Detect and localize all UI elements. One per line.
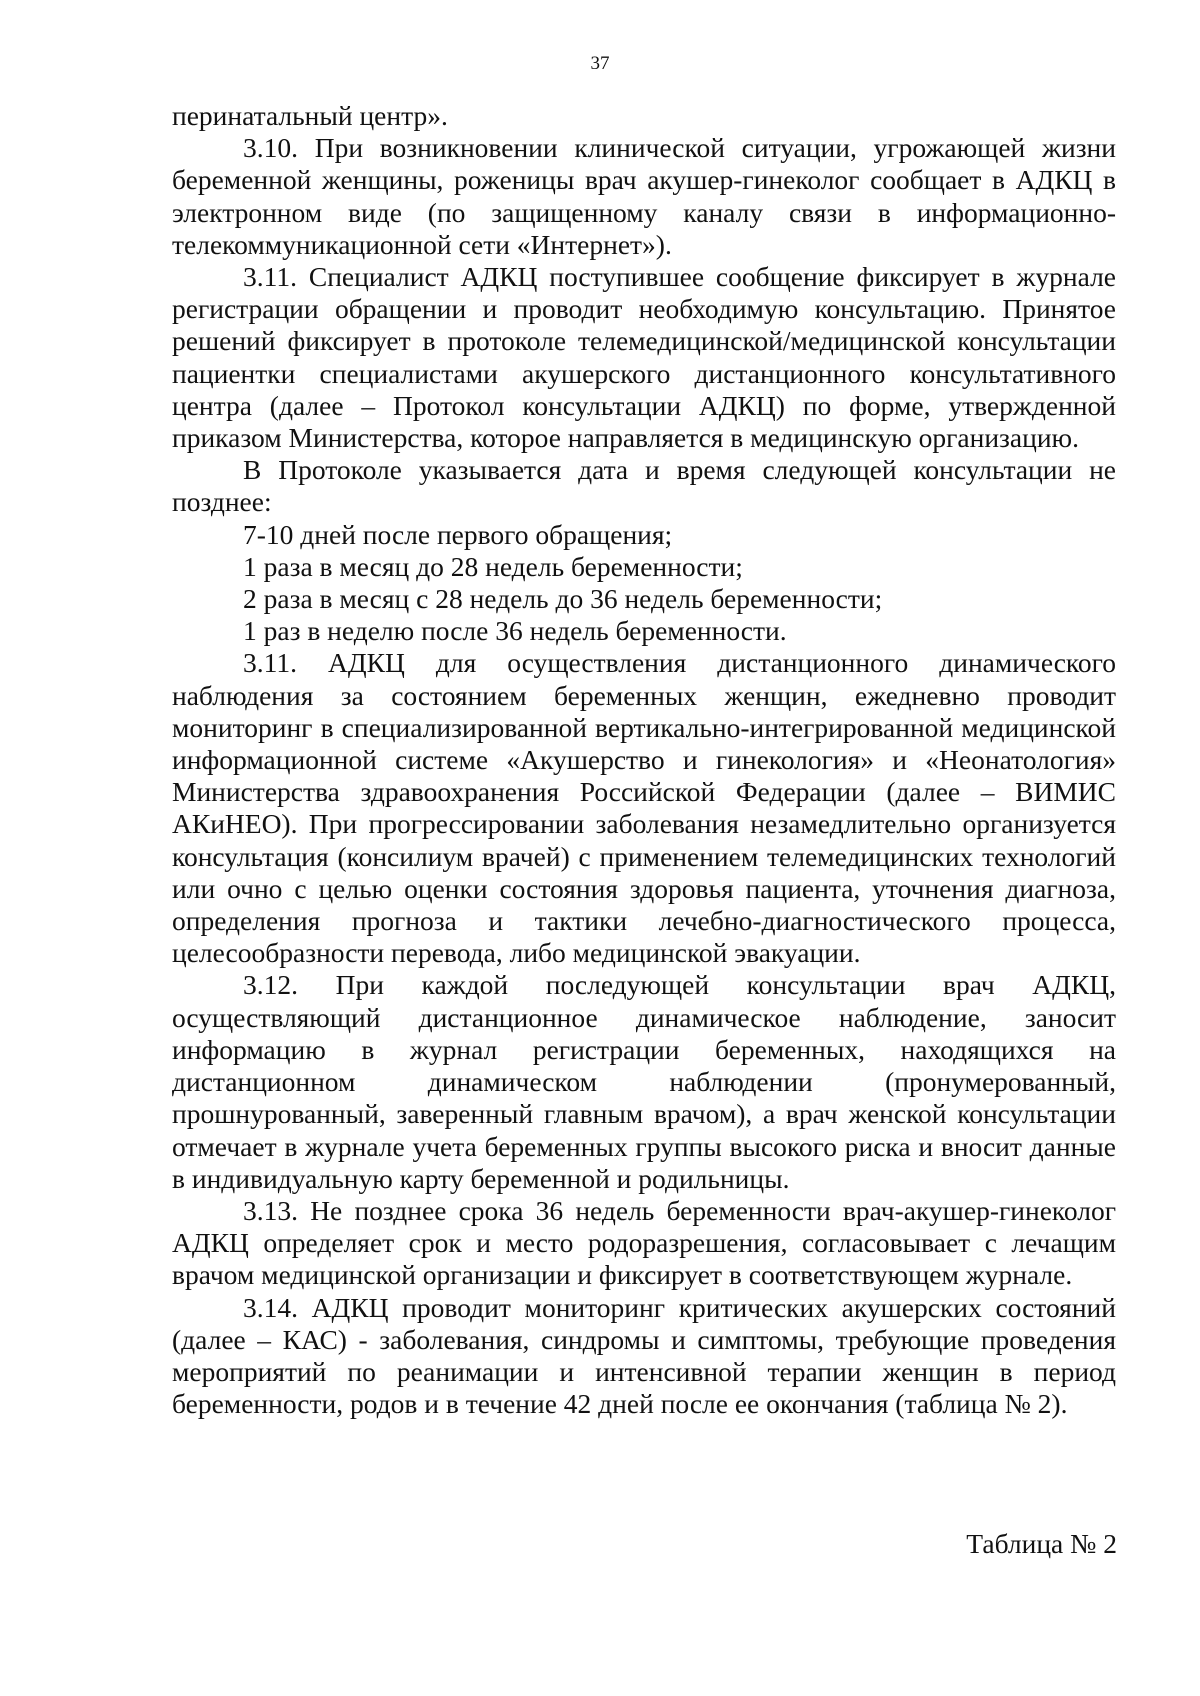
document-body	[172, 100, 1116, 1420]
list-item: 7-10 дней после первого обращения;	[243, 518, 673, 550]
paragraph-3-14: 3.14. АДКЦ проводит мониторинг критических акушерских состояний (далее – КАС) - заболевания, синдромы и симптомы, требующие проведения мероприятий по реанимации и интенсивной терапии женщин в период беременности, родов и в течение 42 дней после ее окончания (таблица № 2).	[172, 1291, 1116, 1420]
list-item: 2 раза в месяц с 28 недель до 36 недель беременности;	[243, 583, 883, 615]
paragraph-3-11-registration: 3.11. Специалист АДКЦ поступившее сообщение фиксирует в журнале регистрации обращении и проводит необходимую консультацию. Принятое решений фиксирует в протоколе телемедицинской/медицинской консультации пациентки специалистами акушерского дистанционного консультативного центра (далее – Протокол консультации АДКЦ) по форме, утвержденной приказом Министерства, которое направляется в медицинскую организацию.	[172, 261, 1116, 454]
paragraph-continuation: перинатальный центр».	[172, 100, 448, 131]
list-item: 1 раза в месяц до 28 недель беременности;	[243, 550, 743, 582]
paragraph-3-13: 3.13. Не позднее срока 36 недель беременности врач-акушер-гинеколог АДКЦ определяет срок и место родоразрешения, согласовывает с лечащим врачом медицинской организации и фиксирует в соответствующем журнале.	[172, 1194, 1116, 1291]
paragraph-3-11-monitoring: 3.11. АДКЦ для осуществления дистанционного динамического наблюдения за состоянием беременных женщин, ежедневно проводит мониторинг в специализированной вертикально-интегрированной медицинской информационной системе «Акушерство и гинекология» и «Неонатология» Министерства здравоохранения Российской Федерации (далее – ВИМИС АКиНЕО). При прогрессировании заболевания незамедлительно организуется консультация (консилиум врачей) с применением телемедицинских технологий или очно с целью оценки состояния здоровья пациента, уточнения диагноза, определения прогноза и тактики лечебно-диагностического процесса, целесообразности перевода, либо медицинской эвакуации.	[172, 647, 1116, 969]
paragraph-protocol-schedule: В Протоколе указывается дата и время следующей консультации не позднее:	[172, 454, 1116, 518]
paragraph-3-10: 3.10. При возникновении клинической ситуации, угрожающей жизни беременной женщины, роженицы врач акушер-гинеколог сообщает в АДКЦ в электронном виде (по защищенному каналу связи в информационно-телекоммуникационной сети «Интернет»).	[172, 132, 1116, 260]
table-caption: Таблица № 2	[966, 1528, 1117, 1559]
list-item: 1 раз в неделю после 36 недель беременности.	[243, 615, 787, 647]
page-number: 37	[590, 53, 610, 74]
paragraph-3-12: 3.12. При каждой последующей консультации врач АДКЦ, осуществляющий дистанционное динамическое наблюдение, заносит информацию в журнал регистрации беременных, находящихся на дистанционном динамическом наблюдении (пронумерованный, прошнурованный, заверенный главным врачом), а врач женской консультации отмечает в журнале учета беременных группы высокого риска и вносит данные в индивидуальную карту беременной и родильницы.	[172, 969, 1116, 1194]
